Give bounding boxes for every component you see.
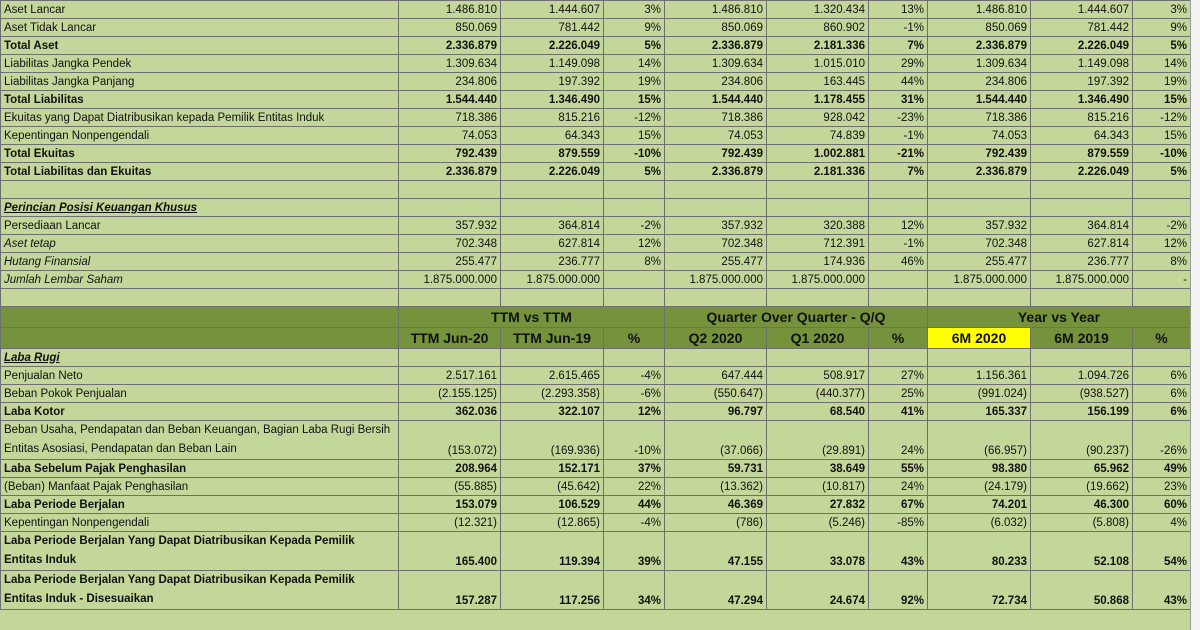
cell-value: 2.226.049 — [1031, 163, 1133, 181]
cell-value: 1.002.881 — [767, 145, 869, 163]
cell-value: 850.069 — [665, 19, 767, 37]
cell-value: 8% — [604, 253, 665, 271]
cell-value: 64.343 — [501, 127, 604, 145]
col-header-highlighted: 6M 2020 — [928, 328, 1031, 349]
row-label: Total Liabilitas — [1, 91, 399, 109]
cell-value: 74.839 — [767, 127, 869, 145]
cell-value: 24% — [869, 421, 928, 460]
cell-value: 255.477 — [665, 253, 767, 271]
table-row — [1, 1, 1191, 19]
cell-value: -21% — [869, 145, 928, 163]
cell-value: 702.348 — [399, 235, 501, 253]
cell-value: 165.400 — [399, 532, 501, 571]
row-label: Ekuitas yang Dapat Diatribusikan kepada Pemilik Entitas Induk — [1, 109, 399, 127]
cell-value: 49% — [1133, 460, 1191, 478]
column-header-row — [1, 328, 1191, 349]
cell-value: 55% — [869, 460, 928, 478]
group-header-row — [1, 307, 1191, 328]
cell-value: 850.069 — [399, 19, 501, 37]
cell-value: 7% — [869, 163, 928, 181]
cell-value: 43% — [869, 532, 928, 571]
balance-sheet-section — [1, 1, 1191, 181]
cell-value: 1.875.000.000 — [928, 271, 1031, 289]
cell-value — [869, 271, 928, 289]
cell-value: (12.321) — [399, 514, 501, 532]
cell-value: - — [1133, 271, 1191, 289]
cell-value: 1.320.434 — [767, 1, 869, 19]
cell-value: 236.777 — [501, 253, 604, 271]
cell-value: 64.343 — [1031, 127, 1133, 145]
cell-value: -10% — [604, 421, 665, 460]
cell-value: 1.149.098 — [1031, 55, 1133, 73]
cell-value: (550.647) — [665, 385, 767, 403]
row-label: Laba Periode Berjalan — [1, 496, 399, 514]
cell-value: 15% — [604, 127, 665, 145]
cell-value: 781.442 — [501, 19, 604, 37]
table-row — [1, 571, 1191, 610]
cell-value: -23% — [869, 109, 928, 127]
cell-value: (938.527) — [1031, 385, 1133, 403]
cell-value: -4% — [604, 367, 665, 385]
cell-value: 15% — [604, 91, 665, 109]
table-row — [1, 478, 1191, 496]
special-position-section — [1, 217, 1191, 289]
row-label: Aset tetap — [1, 235, 399, 253]
cell-value: 22% — [604, 478, 665, 496]
cell-value: 1.149.098 — [501, 55, 604, 73]
cell-value: 357.932 — [928, 217, 1031, 235]
cell-value: -4% — [604, 514, 665, 532]
cell-value: (29.891) — [767, 421, 869, 460]
row-label: Aset Lancar — [1, 1, 399, 19]
col-header: 6M 2019 — [1031, 328, 1133, 349]
cell-value: 364.814 — [501, 217, 604, 235]
col-header: Q1 2020 — [767, 328, 869, 349]
cell-value: (37.066) — [665, 421, 767, 460]
cell-value: 236.777 — [1031, 253, 1133, 271]
cell-value: 34% — [604, 571, 665, 610]
cell-value: 1.346.490 — [501, 91, 604, 109]
cell-value: 508.917 — [767, 367, 869, 385]
table-row — [1, 217, 1191, 235]
table-row — [1, 367, 1191, 385]
cell-value: -2% — [604, 217, 665, 235]
cell-value: 2.336.879 — [665, 163, 767, 181]
cell-value: -26% — [1133, 421, 1191, 460]
cell-value: 879.559 — [1031, 145, 1133, 163]
cell-value: 702.348 — [665, 235, 767, 253]
cell-value: (66.957) — [928, 421, 1031, 460]
cell-value: 647.444 — [665, 367, 767, 385]
special-section-title — [1, 199, 1191, 217]
cell-value: 96.797 — [665, 403, 767, 421]
row-label: Persediaan Lancar — [1, 217, 399, 235]
cell-value: (5.808) — [1031, 514, 1133, 532]
cell-value: 879.559 — [501, 145, 604, 163]
row-label: Laba Periode Berjalan Yang Dapat Diatribusikan Kepada Pemilik Entitas Induk — [1, 532, 399, 571]
cell-value: (5.246) — [767, 514, 869, 532]
cell-value: 234.806 — [665, 73, 767, 91]
cell-value: 38.649 — [767, 460, 869, 478]
header-section — [1, 307, 1191, 349]
cell-value: 19% — [1133, 73, 1191, 91]
row-label: Penjualan Neto — [1, 367, 399, 385]
table-row — [1, 385, 1191, 403]
group-header-yoy: Year vs Year — [928, 307, 1191, 328]
cell-value: 815.216 — [1031, 109, 1133, 127]
cell-value: 1.309.634 — [928, 55, 1031, 73]
cell-value: 197.392 — [501, 73, 604, 91]
table-row — [1, 109, 1191, 127]
cell-value: 47.294 — [665, 571, 767, 610]
table-row — [1, 127, 1191, 145]
cell-value: 1.444.607 — [501, 1, 604, 19]
cell-value: -12% — [1133, 109, 1191, 127]
cell-value: 255.477 — [928, 253, 1031, 271]
cell-value: -1% — [869, 127, 928, 145]
row-label: Laba Kotor — [1, 403, 399, 421]
cell-value: 74.053 — [399, 127, 501, 145]
cell-value: 74.053 — [928, 127, 1031, 145]
cell-value: 12% — [869, 217, 928, 235]
cell-value: 1.156.361 — [928, 367, 1031, 385]
cell-value: 44% — [604, 496, 665, 514]
cell-value: -12% — [604, 109, 665, 127]
cell-value: 2.226.049 — [501, 37, 604, 55]
cell-value: 7% — [869, 37, 928, 55]
cell-value: 2.181.336 — [767, 37, 869, 55]
cell-value: 320.388 — [767, 217, 869, 235]
cell-value: 24% — [869, 478, 928, 496]
table-row — [1, 163, 1191, 181]
cell-value: 50.868 — [1031, 571, 1133, 610]
cell-value: 117.256 — [501, 571, 604, 610]
table-row — [1, 403, 1191, 421]
cell-value: 5% — [1133, 37, 1191, 55]
blank-row — [1, 289, 1191, 307]
cell-value: 29% — [869, 55, 928, 73]
cell-value: (10.817) — [767, 478, 869, 496]
cell-value: 12% — [1133, 235, 1191, 253]
cell-value: 1.346.490 — [1031, 91, 1133, 109]
cell-value: 3% — [1133, 1, 1191, 19]
cell-value: 2.336.879 — [399, 37, 501, 55]
cell-value: (19.662) — [1031, 478, 1133, 496]
cell-value: (6.032) — [928, 514, 1031, 532]
cell-value: 156.199 — [1031, 403, 1133, 421]
cell-value: 47.155 — [665, 532, 767, 571]
cell-value: 8% — [1133, 253, 1191, 271]
cell-value: 712.391 — [767, 235, 869, 253]
row-label: Jumlah Lembar Saham — [1, 271, 399, 289]
row-label: Kepentingan Nonpengendali — [1, 514, 399, 532]
cell-value: 119.394 — [501, 532, 604, 571]
table-row — [1, 145, 1191, 163]
cell-value: 208.964 — [399, 460, 501, 478]
cell-value: 792.439 — [399, 145, 501, 163]
cell-value: -1% — [869, 235, 928, 253]
cell-value: 1.875.000.000 — [665, 271, 767, 289]
cell-value: 1.875.000.000 — [767, 271, 869, 289]
cell-value: 46.300 — [1031, 496, 1133, 514]
cell-value: 5% — [604, 37, 665, 55]
col-header: TTM Jun-20 — [399, 328, 501, 349]
cell-value: 850.069 — [928, 19, 1031, 37]
col-header: % — [1133, 328, 1191, 349]
col-header: TTM Jun-19 — [501, 328, 604, 349]
cell-value: 1.875.000.000 — [1031, 271, 1133, 289]
cell-value: 1.875.000.000 — [399, 271, 501, 289]
cell-value: 19% — [604, 73, 665, 91]
cell-value: 2.226.049 — [1031, 37, 1133, 55]
cell-value: 2.336.879 — [928, 37, 1031, 55]
cell-value: 234.806 — [399, 73, 501, 91]
cell-value: 197.392 — [1031, 73, 1133, 91]
cell-value: 9% — [1133, 19, 1191, 37]
cell-value: -10% — [604, 145, 665, 163]
cell-value: 157.287 — [399, 571, 501, 610]
cell-value: 54% — [1133, 532, 1191, 571]
row-label: Total Liabilitas dan Ekuitas — [1, 163, 399, 181]
cell-value: 43% — [1133, 571, 1191, 610]
cell-value: 15% — [1133, 127, 1191, 145]
cell-value: 364.814 — [1031, 217, 1133, 235]
cell-value: 1.544.440 — [928, 91, 1031, 109]
cell-value: 41% — [869, 403, 928, 421]
income-statement-section — [1, 367, 1191, 610]
cell-value: 23% — [1133, 478, 1191, 496]
cell-value: -1% — [869, 19, 928, 37]
table-row — [1, 496, 1191, 514]
cell-value: 1.094.726 — [1031, 367, 1133, 385]
row-label: Aset Tidak Lancar — [1, 19, 399, 37]
cell-value: 60% — [1133, 496, 1191, 514]
cell-value: 718.386 — [399, 109, 501, 127]
cell-value: (440.377) — [767, 385, 869, 403]
cell-value: 98.380 — [928, 460, 1031, 478]
income-title: Laba Rugi — [1, 349, 399, 367]
row-label: Liabilitas Jangka Pendek — [1, 55, 399, 73]
table-row — [1, 532, 1191, 571]
col-header: Q2 2020 — [665, 328, 767, 349]
cell-value: (12.865) — [501, 514, 604, 532]
cell-value: 357.932 — [665, 217, 767, 235]
cell-value: 106.529 — [501, 496, 604, 514]
cell-value: 1.309.634 — [665, 55, 767, 73]
cell-value: 1.309.634 — [399, 55, 501, 73]
cell-value: 1.544.440 — [399, 91, 501, 109]
cell-value: -85% — [869, 514, 928, 532]
cell-value: 357.932 — [399, 217, 501, 235]
group-header-qoq: Quarter Over Quarter - Q/Q — [665, 307, 928, 328]
cell-value: (24.179) — [928, 478, 1031, 496]
cell-value: 255.477 — [399, 253, 501, 271]
cell-value: 2.336.879 — [399, 163, 501, 181]
table-row — [1, 55, 1191, 73]
cell-value — [604, 271, 665, 289]
cell-value: 718.386 — [665, 109, 767, 127]
col-header: % — [604, 328, 665, 349]
table-row — [1, 73, 1191, 91]
cell-value: 52.108 — [1031, 532, 1133, 571]
cell-value: 5% — [1133, 163, 1191, 181]
cell-value: 24.674 — [767, 571, 869, 610]
cell-value: 2.181.336 — [767, 163, 869, 181]
cell-value: 68.540 — [767, 403, 869, 421]
cell-value: 37% — [604, 460, 665, 478]
blank-row — [1, 181, 1191, 199]
cell-value: 1.486.810 — [399, 1, 501, 19]
cell-value: 72.734 — [928, 571, 1031, 610]
cell-value: 2.615.465 — [501, 367, 604, 385]
cell-value: 25% — [869, 385, 928, 403]
cell-value: 627.814 — [501, 235, 604, 253]
cell-value: 9% — [604, 19, 665, 37]
cell-value: 1.486.810 — [928, 1, 1031, 19]
cell-value: (2.155.125) — [399, 385, 501, 403]
cell-value: 3% — [604, 1, 665, 19]
cell-value: 815.216 — [501, 109, 604, 127]
cell-value: 165.337 — [928, 403, 1031, 421]
row-label: Laba Periode Berjalan Yang Dapat Diatribusikan Kepada Pemilik Entitas Induk - Disesuaikan — [1, 571, 399, 610]
table-row — [1, 460, 1191, 478]
window-edge — [1190, 0, 1200, 630]
cell-value: 627.814 — [1031, 235, 1133, 253]
special-title: Perincian Posisi Keuangan Khusus — [1, 199, 399, 217]
cell-value: 362.036 — [399, 403, 501, 421]
cell-value: 80.233 — [928, 532, 1031, 571]
col-header: % — [869, 328, 928, 349]
cell-value: (786) — [665, 514, 767, 532]
cell-value: 13% — [869, 1, 928, 19]
table-row — [1, 514, 1191, 532]
cell-value: 1.178.455 — [767, 91, 869, 109]
cell-value: 6% — [1133, 367, 1191, 385]
cell-value: 153.079 — [399, 496, 501, 514]
cell-value: 4% — [1133, 514, 1191, 532]
cell-value: 781.442 — [1031, 19, 1133, 37]
cell-value: 152.171 — [501, 460, 604, 478]
cell-value: 234.806 — [928, 73, 1031, 91]
cell-value: 1.444.607 — [1031, 1, 1133, 19]
cell-value: 322.107 — [501, 403, 604, 421]
cell-value: 39% — [604, 532, 665, 571]
income-section-title — [1, 349, 1191, 367]
row-label: Kepentingan Nonpengendali — [1, 127, 399, 145]
cell-value: 2.226.049 — [501, 163, 604, 181]
cell-value: 59.731 — [665, 460, 767, 478]
row-label: Beban Pokok Penjualan — [1, 385, 399, 403]
cell-value: 14% — [1133, 55, 1191, 73]
cell-value: (90.237) — [1031, 421, 1133, 460]
cell-value: 44% — [869, 73, 928, 91]
cell-value: 1.015.010 — [767, 55, 869, 73]
cell-value: (45.642) — [501, 478, 604, 496]
cell-value: 15% — [1133, 91, 1191, 109]
cell-value: 928.042 — [767, 109, 869, 127]
cell-value: 46.369 — [665, 496, 767, 514]
cell-value: -6% — [604, 385, 665, 403]
table-row — [1, 253, 1191, 271]
row-label: (Beban) Manfaat Pajak Penghasilan — [1, 478, 399, 496]
row-label: Total Aset — [1, 37, 399, 55]
row-label: Liabilitas Jangka Panjang — [1, 73, 399, 91]
cell-value: 67% — [869, 496, 928, 514]
group-header-ttm: TTM vs TTM — [399, 307, 665, 328]
cell-value: 1.875.000.000 — [501, 271, 604, 289]
cell-value: -10% — [1133, 145, 1191, 163]
cell-value: 6% — [1133, 385, 1191, 403]
cell-value: 163.445 — [767, 73, 869, 91]
cell-value: (55.885) — [399, 478, 501, 496]
row-label: Hutang Finansial — [1, 253, 399, 271]
cell-value: 92% — [869, 571, 928, 610]
row-label: Total Ekuitas — [1, 145, 399, 163]
table-row — [1, 421, 1191, 460]
row-label: Laba Sebelum Pajak Penghasilan — [1, 460, 399, 478]
row-label: Beban Usaha, Pendapatan dan Beban Keuangan, Bagian Laba Rugi Bersih Entitas Asosiasi, Pendapatan dan Beban Lain — [1, 421, 399, 460]
cell-value: 33.078 — [767, 532, 869, 571]
cell-value: (2.293.358) — [501, 385, 604, 403]
table-row — [1, 271, 1191, 289]
cell-value: 6% — [1133, 403, 1191, 421]
cell-value: 74.053 — [665, 127, 767, 145]
cell-value: (13.362) — [665, 478, 767, 496]
cell-value: (169.936) — [501, 421, 604, 460]
cell-value: (991.024) — [928, 385, 1031, 403]
cell-value: 2.336.879 — [928, 163, 1031, 181]
cell-value: 12% — [604, 403, 665, 421]
cell-value: 718.386 — [928, 109, 1031, 127]
cell-value: 27.832 — [767, 496, 869, 514]
cell-value: 46% — [869, 253, 928, 271]
cell-value: (153.072) — [399, 421, 501, 460]
cell-value: 1.486.810 — [665, 1, 767, 19]
table-row — [1, 37, 1191, 55]
cell-value: 702.348 — [928, 235, 1031, 253]
cell-value: 174.936 — [767, 253, 869, 271]
table-row — [1, 19, 1191, 37]
cell-value: 65.962 — [1031, 460, 1133, 478]
cell-value: 860.902 — [767, 19, 869, 37]
cell-value: 31% — [869, 91, 928, 109]
cell-value: 12% — [604, 235, 665, 253]
cell-value: 2.517.161 — [399, 367, 501, 385]
cell-value: 5% — [604, 163, 665, 181]
cell-value: 27% — [869, 367, 928, 385]
cell-value: 792.439 — [928, 145, 1031, 163]
cell-value: -2% — [1133, 217, 1191, 235]
table-row — [1, 235, 1191, 253]
cell-value: 74.201 — [928, 496, 1031, 514]
cell-value: 792.439 — [665, 145, 767, 163]
cell-value: 1.544.440 — [665, 91, 767, 109]
cell-value: 2.336.879 — [665, 37, 767, 55]
table-row — [1, 91, 1191, 109]
cell-value: 14% — [604, 55, 665, 73]
